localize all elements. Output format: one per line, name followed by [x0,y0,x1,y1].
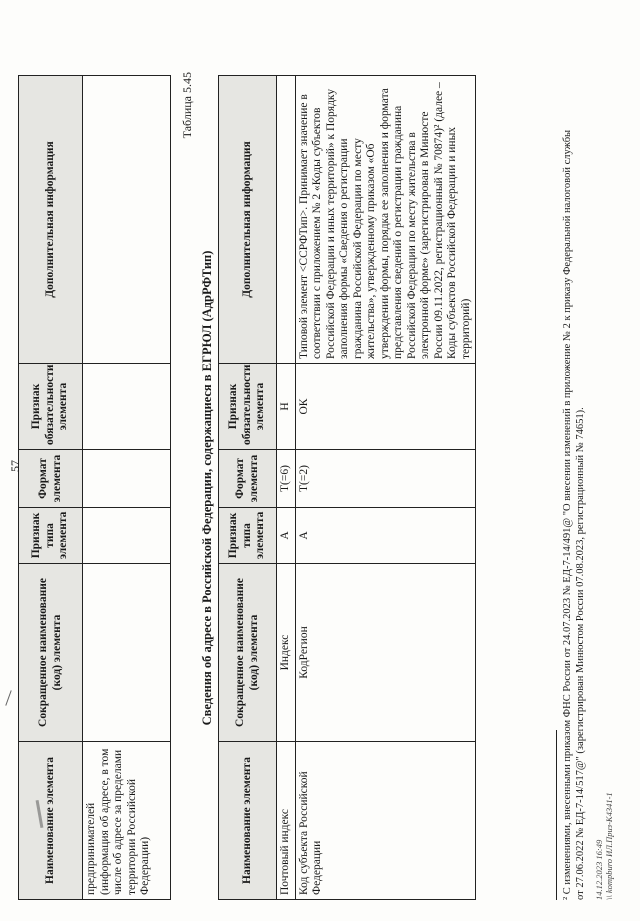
cell-info [277,76,296,364]
stamp-line-1: 14.12.2023 16:49 [594,839,604,900]
header-additional-info: Дополнительная информация [19,76,83,364]
top-table [18,75,171,900]
page-number: 57 [8,460,22,472]
header-short-name: Сокращенное наименование (код) элемента [19,564,83,742]
table-row [295,76,476,900]
cell-short: Индекс [277,564,296,742]
stamp-line-2: \\ kompburo ИЛ.Приз-К4341-1 [604,792,614,900]
top-cell-name: предпринимателей (информация об адресе, в том числе об адресе за пределами территории Российской Федерации) [83,742,171,900]
header-element-name: Наименование элемента [19,742,83,900]
cell-info: Типовой элемент <ССРФТип>. Принимает значение в соответствии с приложением № 2 «Коды субъектов Российской Федерации и иных территорий» к Порядку заполнения формы «Сведения о регистрации гражданина Российской Федерации по месту жительства», утвержденному приказом «Об утверждении формы, порядка ее заполнения и формата представления сведений о регистрации гражданина Российской Федерации по месту жительства в электронной форме» (зарегистрирован в Минюсте России 09.11.2022, регистрационный № 70874)² (далее – Коды субъектов Российской Федерации и иных территорий) [295,76,476,364]
footnote-rule [556,730,557,900]
top-table-row [83,76,171,900]
header-element-type: Признак типа элемента [219,508,277,564]
cell-name: Код субъекта Российской Федерации [295,742,476,900]
print-stamp [594,660,614,900]
header-element-name: Наименование элемента [219,742,277,900]
top-cell-short [83,564,171,742]
header-additional-info: Дополнительная информация [219,76,277,364]
header-mandatory: Признак обязательности элемента [219,364,277,450]
header-format: Формат элемента [219,450,277,508]
footnote [561,40,587,900]
top-cell-format [83,450,171,508]
cell-format: T(=2) [295,450,476,508]
header-format: Формат элемента [19,450,83,508]
table-caption: Таблица 5.45 [180,72,194,139]
footnote-line-1: ² С изменениями, внесенными приказом ФНС России от 24.07.2023 № ЕД-7-14/491@ "О внесении изменений в приложение № 2 к приказу Федеральной налоговой службы [562,129,573,900]
cell-name: Почтовый индекс [277,742,296,900]
top-table-header-row [19,76,83,900]
footnote-line-2: от 27.06.2022 № ЕД-7-14/517@" (зарегистрирован Минюстом России 07.08.2023, регистрационный № 74651). [575,407,586,900]
section-title: Сведения об адресе в Российской Федерации, содержащиеся в ЕГРЮЛ (АдрРФТип) [200,250,214,726]
cell-format: T(=6) [277,450,296,508]
table-row [277,76,296,900]
rotated-landscape-content [10,12,630,912]
header-mandatory: Признак обязательности элемента [19,364,83,450]
top-cell-type [83,508,171,564]
cell-type: А [295,508,476,564]
cell-type: А [277,508,296,564]
main-table [218,75,476,900]
main-table-header-row [219,76,277,900]
cell-short: КодРегион [295,564,476,742]
cell-mandatory: ОК [295,364,476,450]
top-cell-info [83,76,171,364]
header-element-type: Признак типа элемента [19,508,83,564]
cell-mandatory: Н [277,364,296,450]
top-cell-mandatory [83,364,171,450]
header-short-name: Сокращенное наименование (код) элемента [219,564,277,742]
